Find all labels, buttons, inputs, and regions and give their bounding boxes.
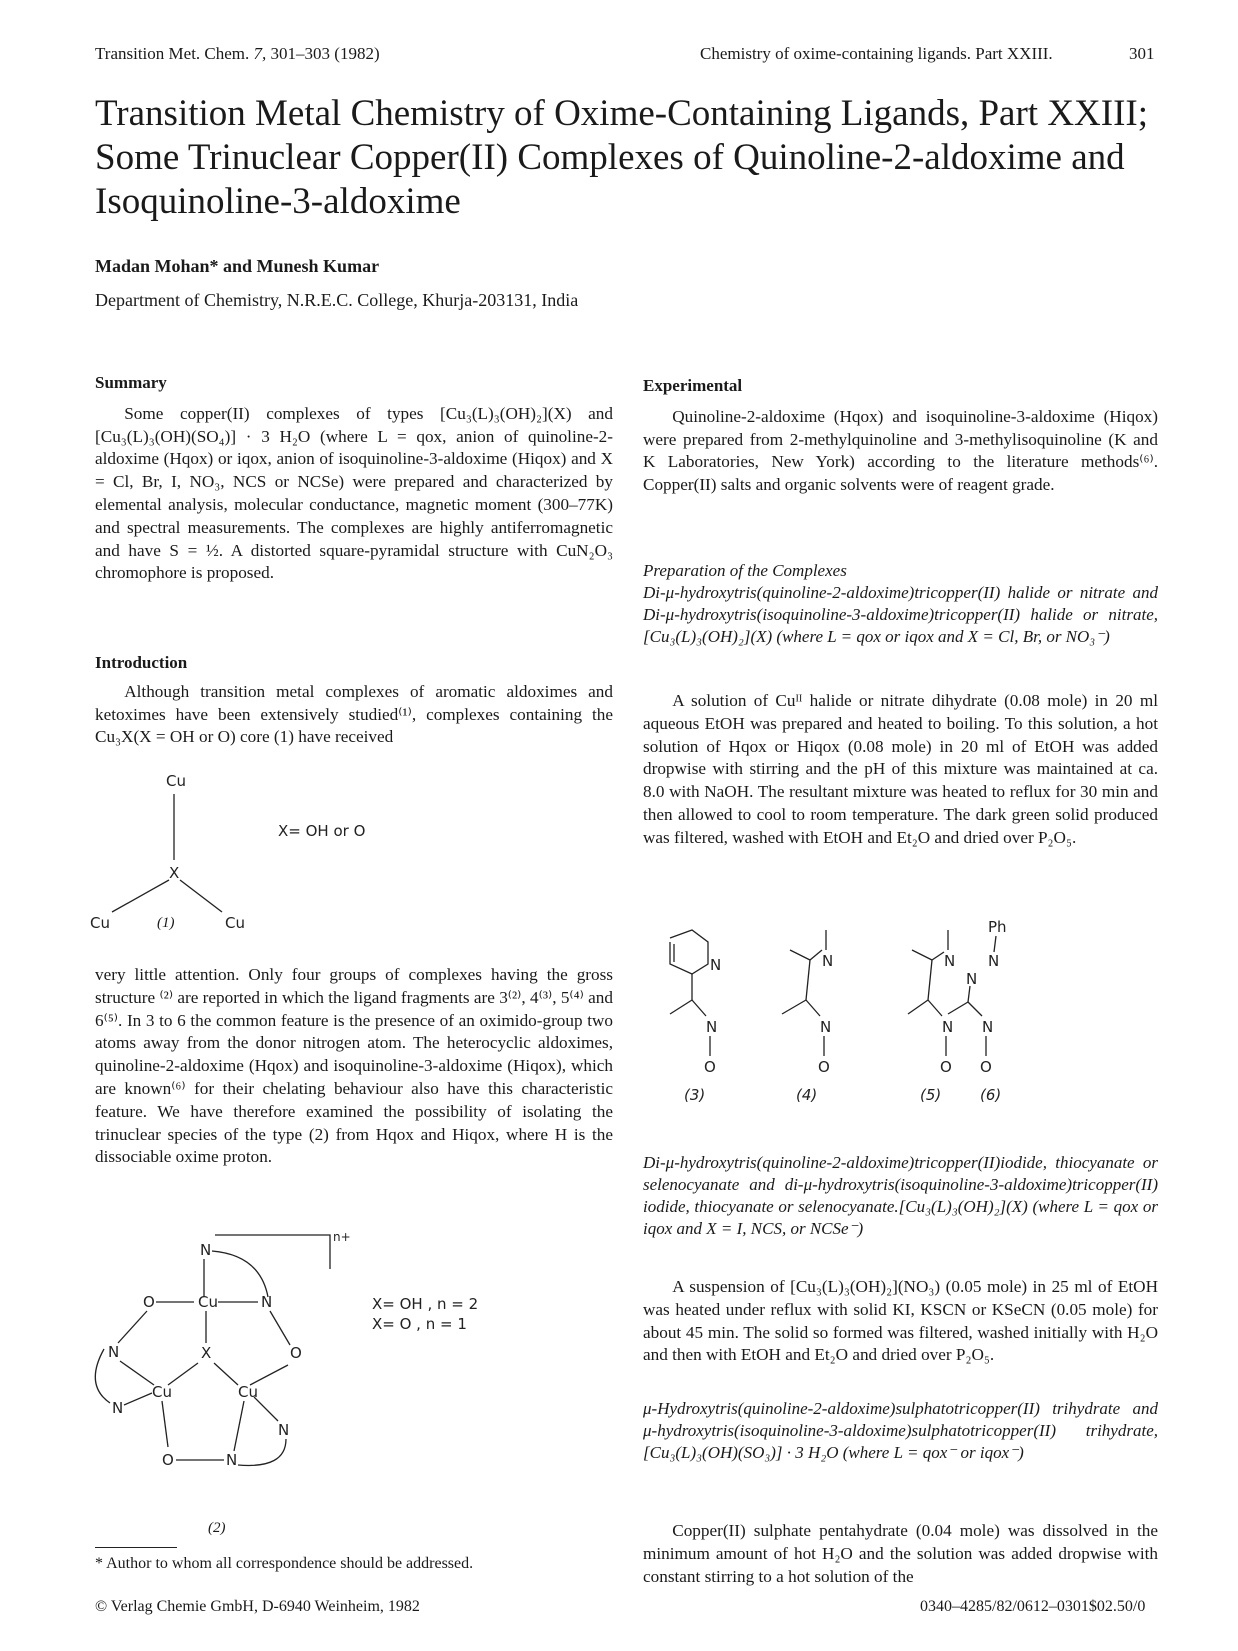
running-header-left (95, 44, 380, 64)
frag4-bond-d (806, 960, 810, 1000)
article-title (95, 92, 1155, 224)
journal-volume: 7, (253, 44, 267, 63)
frag4-bond-f (806, 1000, 820, 1016)
footnote: * Author to whom all correspondence should be addressed. (95, 1555, 474, 1572)
cu-right: Cu (238, 1383, 258, 1401)
frag-label-3: (3) (684, 1086, 706, 1104)
frag5-bond-a (912, 950, 932, 960)
o-right: O (290, 1344, 302, 1362)
frag3-o: O (704, 1058, 716, 1076)
frag-label-6: (6) (980, 1086, 1002, 1104)
figure2-legend-2: X= O , n = 1 (372, 1315, 467, 1333)
experimental-section (643, 375, 1158, 497)
n-bottom: N (226, 1451, 238, 1469)
bond-o-n (118, 1311, 147, 1343)
running-title: Chemistry of oxime-containing ligands. Part XXIII. (700, 44, 1053, 63)
frag-label-5: (5) (920, 1086, 942, 1104)
figure2-legend-1: X= OH , n = 2 (372, 1295, 479, 1313)
title-line-1: Transition Metal Chemistry of Oxime-Containing Ligands, Part XXIII; (95, 93, 1149, 134)
iodide-subheading: Di-μ-hydroxytris(quinoline-2-aldoxime)tricopper(II)iodide, thiocyanate or selenocyanate and di-μ-hydroxytris(isoquinoline-3-aldoxime)tricopper(II) iodide, thiocyanate or selenocyanate.[Cu₃(L)₃(OH)₂](X) (where L = qox or iqox and X = I, NCS, or NCSe⁻) (643, 1153, 1158, 1238)
footnote-rule (95, 1547, 177, 1548)
bond-n-cu-left (120, 1361, 154, 1385)
x-center-label: X (169, 864, 180, 882)
bond-cu-o-bottom (162, 1401, 168, 1447)
frag6-ph: Ph (988, 920, 1007, 936)
frag-label-4: (4) (796, 1086, 818, 1104)
frag3-n: N (706, 1018, 718, 1036)
preparation-compound-1: Di-μ-hydroxytris(quinoline-2-aldoxime)tricopper(II) halide or nitrate and Di-μ-hydroxytris(isoquinoline-3-aldoxime)tricopper(II) halide or nitrate, [Cu₃(L)₃(OH)₂](X) (where L = qox or iqox and X = Cl, Br, or NO₃⁻) (643, 583, 1158, 646)
frag5-o: O (940, 1058, 952, 1076)
frag5-bond-b (932, 952, 944, 960)
frag6-bond-d (968, 1002, 982, 1016)
journal-pages: 301–303 (1982) (270, 44, 380, 63)
bond-x-cu-left (168, 1363, 198, 1385)
charge-label: n+ (333, 1230, 351, 1244)
chelate-arc-right (238, 1439, 286, 1465)
frag4-n-top: N (822, 952, 834, 970)
frag6-bond-b (968, 986, 970, 1002)
introduction-para-2: very little attention. Only four groups of complexes having the gross structure ⁽²⁾ are reported in which the ligand fragments are 3⁽²⁾, 4⁽³⁾, 5⁽⁴⁾ and 6⁽⁵⁾. In 3 to 6 the common feature is the presence of an oximido-group two atoms away from the donor nitrogen atom. The heterocyclic aldoximes, quinoline-2-aldoxime (Hqox) and isoquinoline-3-aldoxime (Hiqox), which are known⁽⁶⁾ for their chelating behaviour also have this characteristic feature. We have therefore examined the possibility of isolating the trinuclear species of the type (2) from Hqox and Hiqox, where H is the dissociable oxime proton. (95, 965, 613, 1167)
copyright: © Verlag Chemie GmbH, D-6940 Weinheim, 1982 (95, 1598, 420, 1615)
frag5-bond-d (928, 960, 932, 1000)
bond-o-cu-right (250, 1365, 288, 1385)
introduction-continued (95, 964, 613, 1169)
figure1-legend: X= OH or O (278, 822, 366, 840)
summary-section (95, 372, 613, 585)
frag4-bond-e (782, 1000, 806, 1014)
bond-cu-n-right (254, 1397, 278, 1421)
o-bottom: O (162, 1451, 174, 1469)
bond-x-cu-right (214, 1363, 238, 1385)
figure2-label: (2) (208, 1520, 226, 1536)
title-line-3: Isoquinoline-3-aldoxime (95, 181, 461, 222)
preparation-text (643, 690, 1158, 850)
o-left: O (143, 1293, 155, 1311)
frag6-n-1: N (988, 952, 1000, 970)
n-right: N (261, 1293, 273, 1311)
authors: Madan Mohan* and Munesh Kumar (95, 256, 380, 276)
affiliation: Department of Chemistry, N.R.E.C. College, Khurja-203131, India (95, 290, 579, 310)
journal-name: Transition Met. Chem. (95, 44, 250, 63)
frag4-bond-a (790, 950, 810, 960)
frag5-bond-e (908, 1000, 928, 1014)
frag4-bond-b (810, 950, 822, 960)
bracket (215, 1235, 330, 1269)
bond-n-cu-right (234, 1401, 244, 1451)
n-bottom-left: N (112, 1399, 124, 1417)
frag4-o: O (818, 1058, 830, 1076)
summary-heading: Summary (95, 373, 167, 392)
frag3-bond-2 (670, 1000, 692, 1014)
experimental-para-3: A suspension of [Cu₃(L)₃(OH)₂](NO₃) (0.05 mole) in 25 ml of EtOH was heated under reflux with solid KI, KSCN or KSeCN (0.05 mole) for about 45 min. The solid so formed was filtered, washed initially with H₂O and then with EtOH and Et₂O and dried over P₂O₅. (643, 1277, 1158, 1365)
structure-2-diagram (90, 1225, 510, 1525)
title-line-2: Some Trinuclear Copper(II) Complexes of Quinoline-2-aldoxime and (95, 137, 1125, 178)
frag6-bond-a (994, 936, 996, 952)
bond-right (180, 880, 222, 912)
cu-label-left: Cu (90, 914, 110, 930)
bond-left (112, 880, 169, 912)
frag6-n-2: N (966, 970, 978, 988)
experimental-para-4: Copper(II) sulphate pentahydrate (0.04 mole) was dissolved in the minimum amount of hot H₂O and the solution was added dropwise with constant stirring to a hot solution of the (643, 1521, 1158, 1586)
ligand-fragments-diagram (640, 920, 1100, 1110)
structure-1-diagram (90, 770, 470, 930)
bond-n-cu-bl (124, 1393, 152, 1405)
introduction-heading: Introduction (95, 653, 188, 672)
introduction-section (95, 652, 613, 749)
ring-3 (670, 930, 708, 974)
frag6-o: O (980, 1058, 992, 1076)
bond-n-o (270, 1311, 290, 1345)
cu-left: Cu (152, 1383, 172, 1401)
experimental-para-1: Quinoline-2-aldoxime (Hqox) and isoquinoline-3-aldoxime (Hiqox) were prepared from 2-methylquinoline and 3-methylisoquinoline (K and K Laboratories, New York) according to the literature methods⁽⁶⁾. Copper(II) salts and organic solvents were of reagent grade. (643, 406, 1158, 495)
figure1-label: (1) (157, 915, 175, 931)
article-code: 0340–4285/82/0612–0301$02.50/0 (920, 1598, 1146, 1615)
sulphato-subheading: μ-Hydroxytris(quinoline-2-aldoxime)sulphatotricopper(II) trihydrate and μ-hydroxytris(isoquinoline-3-aldoxime)sulphatotricopper(II) trihydrate, [Cu₃(L)₃(OH)(SO₃)] · 3 H₂O (where L = qox⁻ or iqox⁻) (643, 1399, 1158, 1462)
experimental-para-2: A solution of Cuᴵᴵ halide or nitrate dihydrate (0.08 mole) in 20 ml aqueous EtOH was prepared and heated to boiling. To this solution, a hot solution of Hqox or Hiqox (0.08 mole) in 20 ml of EtOH was added dropwise with stirring and the pH of this mixture was maintained at ca. 8.0 with NaOH. The resultant mixture was heated to reflux for 30 min and then allowed to cool to room temperature. The dark green solid produced was filtered, washed with EtOH and Et₂O and dried over P₂O₅. (643, 691, 1158, 847)
n-top: N (200, 1241, 212, 1259)
summary-text: Some copper(II) complexes of types [Cu₃(L)₃(OH)₂](X) and [Cu₃(L)₃(OH)(SO₄)] · 3 H₂O (where L = qox, anion of quinoline-2-aldoxime (Hqox) or iqox, anion of isoquinoline-3-aldoxime (Hiqox) and X = Cl, Br, I, NO₃, NCS or NCSe) were prepared and characterized by elemental analysis, molecular conductance, magnetic moment (300–77K) and spectral measurements. The complexes are highly antiferromagnetic and have S = ½. A distorted square-pyramidal structure with CuN₂O₃ chromophore is proposed. (95, 403, 613, 583)
page-number: 301 (1129, 44, 1155, 63)
frag3-n-ring: N (710, 956, 722, 974)
cu-label-top: Cu (166, 772, 186, 790)
frag5-n: N (942, 1018, 954, 1036)
n-left: N (108, 1343, 120, 1361)
frag4-n: N (820, 1018, 832, 1036)
chelate-arc-top (212, 1251, 268, 1297)
introduction-para-1: Although transition metal complexes of aromatic aldoximes and ketoximes have been extensively studied⁽¹⁾, complexes containing the Cu₃X(X = OH or O) core (1) have received (95, 681, 613, 747)
frag3-bond-3 (692, 1000, 706, 1016)
frag5-bond-f (928, 1000, 942, 1016)
frag5-n-top: N (944, 952, 956, 970)
n-far-right: N (278, 1421, 290, 1439)
sulphato-text (643, 1520, 1158, 1588)
preparation-subheading (643, 560, 1158, 648)
preparation-title: Preparation of the Complexes (643, 561, 847, 580)
frag6-n-3: N (982, 1018, 994, 1036)
frag6-bond-c (948, 1002, 968, 1014)
cu-label-right: Cu (225, 914, 245, 930)
x-center: X (201, 1344, 212, 1362)
iodide-text (643, 1276, 1158, 1367)
experimental-heading: Experimental (643, 376, 743, 395)
cu-top: Cu (198, 1293, 218, 1311)
